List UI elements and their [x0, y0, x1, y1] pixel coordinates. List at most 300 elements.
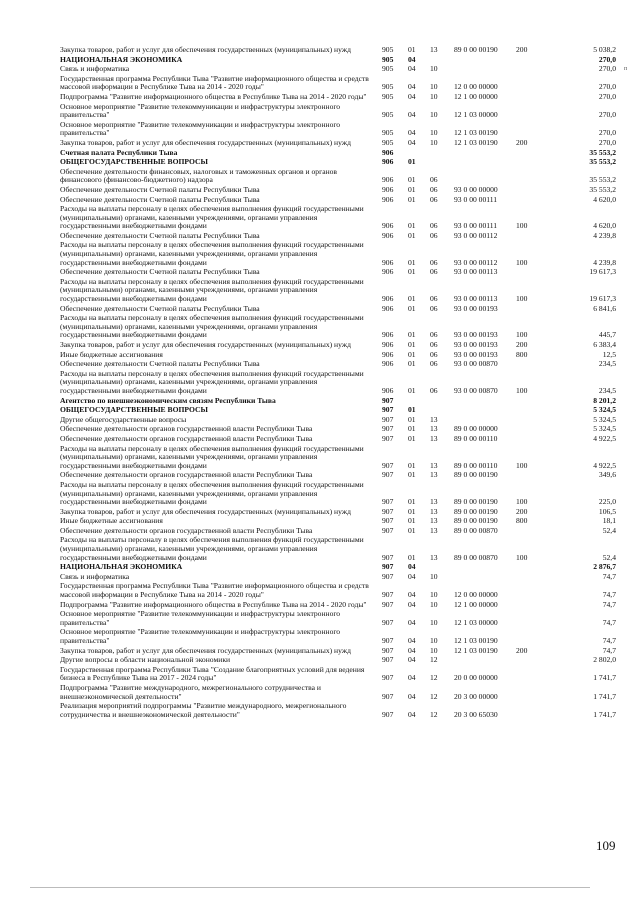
ministry-code: 907 [382, 395, 394, 405]
budget-table [60, 46, 616, 719]
amount: 106,5 [598, 506, 616, 516]
table-row [60, 445, 616, 471]
target-article-code: 20 0 00 00000 [454, 673, 498, 683]
table-row [60, 666, 616, 683]
expense-type-code: 100 [516, 385, 528, 395]
section-code: 01 [408, 303, 416, 313]
section-code: 01 [408, 497, 416, 507]
amount: 35 553,2 [589, 157, 616, 167]
amount: 2 876,7 [593, 562, 616, 572]
row-description: Расходы на выплаты персоналу в целях обеспечения выполнения функций государственными (муниципальными) органами, казенными учреждениями, органами управления государственными внебюджетными фондами [60, 240, 364, 267]
amount: 5 324,5 [593, 405, 616, 415]
amount: 4 620,0 [593, 221, 616, 231]
amount: 74,7 [602, 617, 616, 627]
section-code: 01 [408, 414, 416, 424]
table-row [60, 563, 616, 572]
table-row [60, 527, 616, 536]
table-row [60, 370, 616, 396]
table-row [60, 416, 616, 425]
amount: 4 239,8 [593, 257, 616, 267]
row-description: Основное мероприятие "Развитие телекоммуникации и инфраструктуры электронного правительства" [60, 609, 341, 627]
row-description: НАЦИОНАЛЬНАЯ ЭКОНОМИКА [60, 54, 183, 64]
ministry-code: 905 [382, 128, 394, 138]
ministry-code: 907 [382, 414, 394, 424]
ministry-code: 907 [382, 424, 394, 434]
row-description: Счетная палата Республики Тыва [60, 147, 178, 157]
section-code: 04 [408, 54, 416, 64]
section-code: 01 [408, 349, 416, 359]
table-row [60, 508, 616, 517]
subsection-code: 13 [430, 424, 438, 434]
ministry-code: 907 [382, 516, 394, 526]
row-description: Иные бюджетные ассигнования [60, 516, 163, 526]
table-row [60, 121, 616, 138]
table-row [60, 702, 616, 719]
section-code: 01 [408, 221, 416, 231]
table-row [60, 647, 616, 656]
target-article-code: 93 0 00 00113 [454, 267, 498, 277]
amount: 35 553,2 [589, 175, 616, 185]
edge-mark: п [624, 66, 628, 72]
ministry-code: 906 [382, 157, 394, 167]
amount: 19 617,3 [589, 294, 616, 304]
table-row [60, 268, 616, 277]
target-article-code: 93 0 00 00111 [454, 221, 498, 231]
table-row [60, 610, 616, 627]
section-code: 04 [408, 617, 416, 627]
section-code: 04 [408, 128, 416, 138]
section-code: 04 [408, 636, 416, 645]
ministry-code: 906 [382, 147, 394, 157]
subsection-code: 06 [430, 294, 438, 304]
target-article-code: 20 3 00 00000 [454, 691, 498, 701]
target-article-code: 12 0 00 00000 [454, 82, 498, 92]
section-code: 04 [408, 137, 416, 147]
ministry-code: 906 [382, 257, 394, 267]
table-row [60, 656, 616, 665]
amount: 19 617,3 [589, 267, 616, 277]
ministry-code: 906 [382, 194, 394, 204]
amount: 349,6 [598, 470, 616, 480]
section-code: 01 [408, 460, 416, 470]
table-row [60, 341, 616, 350]
target-article-code: 12 1 03 00000 [454, 110, 498, 120]
subsection-code: 10 [430, 645, 438, 655]
row-description: Расходы на выплаты персоналу в целях обеспечения выполнения функций государственными (муниципальными) органами, казенными учреждениями, органами управления государственными внебюджетными фондами [60, 479, 364, 507]
subsection-code: 10 [430, 64, 438, 74]
target-article-code: 89 0 00 00190 [454, 516, 498, 526]
table-row [60, 425, 616, 434]
section-code: 01 [408, 330, 416, 340]
amount: 74,7 [602, 599, 616, 609]
amount: 225,0 [598, 497, 616, 507]
table-row [60, 573, 616, 582]
subsection-code: 06 [430, 267, 438, 277]
subsection-code: 10 [430, 590, 438, 600]
table-row [60, 75, 616, 92]
expense-type-code: 100 [516, 257, 528, 267]
amount: 270,0 [598, 54, 616, 64]
subsection-code: 06 [430, 340, 438, 349]
target-article-code: 93 0 00 00193 [454, 340, 498, 349]
target-article-code: 89 0 00 00870 [454, 552, 498, 562]
row-description: Связь и информатика [60, 64, 130, 74]
table-row [60, 406, 616, 415]
expense-type-code: 200 [516, 137, 528, 147]
amount: 270,0 [598, 110, 616, 120]
target-article-code: 93 0 00 00193 [454, 303, 498, 313]
amount: 5 324,5 [593, 414, 616, 424]
amount: 6 841,6 [593, 303, 616, 313]
amount: 74,7 [602, 636, 616, 645]
ministry-code: 907 [382, 552, 394, 562]
row-description: Другие общегосударственные вопросы [60, 414, 187, 424]
table-row [60, 481, 616, 507]
expense-type-code: 200 [516, 45, 528, 54]
row-description: Подпрограмма "Развитие информационного общества в Республике Тыва на 2014 - 2020 годы" [60, 91, 367, 101]
row-description: Расходы на выплаты персоналу в целях обеспечения выполнения функций государственными (муниципальными) органами, казенными учреждениями, органами управления государственными внебюджетными фондами [60, 313, 364, 340]
row-description: Связь и информатика [60, 571, 130, 581]
table-row [60, 305, 616, 314]
subsection-code: 10 [430, 571, 438, 581]
section-code: 01 [408, 359, 416, 369]
page-number: 109 [596, 838, 616, 853]
section-code: 01 [408, 157, 416, 167]
subsection-code: 06 [430, 257, 438, 267]
ministry-code: 906 [382, 340, 394, 349]
amount: 35 553,2 [589, 147, 616, 157]
amount: 52,4 [602, 525, 616, 535]
ministry-code: 907 [382, 506, 394, 516]
table-row [60, 158, 616, 167]
section-code: 04 [408, 110, 416, 120]
section-code: 01 [408, 294, 416, 304]
section-code: 04 [408, 709, 416, 719]
target-article-code: 89 0 00 00110 [454, 460, 498, 470]
target-article-code: 93 0 00 00112 [454, 257, 498, 267]
table-row [60, 232, 616, 241]
expense-type-code: 100 [516, 497, 528, 507]
target-article-code: 12 1 00 00000 [454, 91, 498, 101]
amount: 74,7 [602, 571, 616, 581]
target-article-code: 89 0 00 00190 [454, 470, 498, 480]
table-row [60, 684, 616, 701]
subsection-code: 12 [430, 655, 438, 665]
ministry-code: 906 [382, 385, 394, 395]
table-row [60, 241, 616, 267]
amount: 270,0 [598, 128, 616, 138]
row-description: Обеспечение деятельности Счетной палаты Республики Тыва [60, 267, 260, 277]
section-code: 04 [408, 64, 416, 74]
target-article-code: 93 0 00 00870 [454, 359, 498, 369]
amount: 52,4 [602, 552, 616, 562]
table-row [60, 351, 616, 360]
amount: 1 741,7 [593, 709, 616, 719]
ministry-code: 905 [382, 82, 394, 92]
expense-type-code: 100 [516, 330, 528, 340]
row-description: Закупка товаров, работ и услуг для обеспечения государственных (муниципальных) нужд [60, 506, 351, 516]
subsection-code: 13 [430, 460, 438, 470]
subsection-code: 12 [430, 691, 438, 701]
subsection-code: 13 [430, 497, 438, 507]
table-row [60, 56, 616, 65]
section-code: 04 [408, 645, 416, 655]
target-article-code: 93 0 00 00113 [454, 294, 498, 304]
subsection-code: 06 [430, 349, 438, 359]
ministry-code: 907 [382, 433, 394, 443]
row-description: Подпрограмма "Развитие информационного общества в Республике Тыва на 2014 - 2020 годы" [60, 599, 367, 609]
expense-type-code: 200 [516, 340, 528, 349]
row-description: Обеспечение деятельности Счетной палаты Республики Тыва [60, 359, 260, 369]
row-description: Расходы на выплаты персоналу в целях обеспечения выполнения функций государственными (муниципальными) органами, казенными учреждениями, органами управления государственными внебюджетными фондами [60, 204, 364, 231]
subsection-code: 13 [430, 414, 438, 424]
amount: 8 201,2 [593, 395, 616, 405]
table-row [60, 103, 616, 120]
expense-type-code: 100 [516, 294, 528, 304]
row-description: Обеспечение деятельности Счетной палаты Республики Тыва [60, 194, 260, 204]
ministry-code: 907 [382, 497, 394, 507]
expense-type-code: 100 [516, 221, 528, 231]
section-code: 01 [408, 424, 416, 434]
ministry-code: 905 [382, 45, 394, 54]
ministry-code: 906 [382, 175, 394, 185]
ministry-code: 906 [382, 230, 394, 240]
target-article-code: 93 0 00 00112 [454, 230, 498, 240]
ministry-code: 905 [382, 91, 394, 101]
table-row [60, 435, 616, 444]
footer-divider [30, 887, 590, 888]
target-article-code: 89 0 00 00190 [454, 506, 498, 516]
table-row [60, 205, 616, 231]
row-description: Закупка товаров, работ и услуг для обеспечения государственных (муниципальных) нужд [60, 340, 351, 349]
amount: 35 553,2 [589, 184, 616, 194]
subsection-code: 06 [430, 184, 438, 194]
row-description: Агентство по внешнеэкономическим связям Республики Тыва [60, 395, 276, 405]
ministry-code: 907 [382, 599, 394, 609]
target-article-code: 89 0 00 00190 [454, 45, 498, 54]
ministry-code: 907 [382, 571, 394, 581]
row-description: Расходы на выплаты персоналу в целях обеспечения выполнения функций государственными (муниципальными) органами, казенными учреждениями, органами управления государственными внебюджетными фондами [60, 535, 364, 562]
table-row [60, 628, 616, 645]
table-row [60, 196, 616, 205]
subsection-code: 06 [430, 221, 438, 231]
section-code: 04 [408, 599, 416, 609]
row-description: ОБЩЕГОСУДАРСТВЕННЫЕ ВОПРОСЫ [60, 157, 208, 167]
section-code: 01 [408, 257, 416, 267]
ministry-code: 905 [382, 110, 394, 120]
subsection-code: 10 [430, 110, 438, 120]
row-description: Государственная программа Республики Тыва "Развитие информационного общества и средств массовой информации в Республике Тыва на 2014 - 2020 годы" [60, 581, 369, 600]
ministry-code: 907 [382, 691, 394, 701]
row-description: Основное мероприятие "Развитие телекоммуникации и инфраструктуры электронного правительства" [60, 627, 341, 645]
section-code: 04 [408, 91, 416, 101]
target-article-code: 93 0 00 00193 [454, 330, 498, 340]
amount: 1 741,7 [593, 691, 616, 701]
ministry-code: 907 [382, 562, 394, 572]
subsection-code: 10 [430, 128, 438, 138]
row-description: Расходы на выплаты персоналу в целях обеспечения выполнения функций государственными (муниципальными) органами, казенными учреждениями, органами управления государственными внебюджетными фондами [60, 443, 364, 470]
section-code: 01 [408, 340, 416, 349]
section-code: 01 [408, 45, 416, 54]
section-code: 01 [408, 506, 416, 516]
row-description: Иные бюджетные ассигнования [60, 349, 163, 359]
section-code: 04 [408, 655, 416, 665]
amount: 12,5 [602, 349, 616, 359]
ministry-code: 906 [382, 294, 394, 304]
row-description: Обеспечение деятельности органов государственной власти Республики Тыва [60, 525, 313, 535]
section-code: 01 [408, 470, 416, 480]
amount: 4 922,5 [593, 433, 616, 443]
amount: 5 038,2 [593, 45, 616, 54]
target-article-code: 93 0 00 00193 [454, 349, 498, 359]
section-code: 01 [408, 184, 416, 194]
subsection-code: 10 [430, 617, 438, 627]
row-description: Закупка товаров, работ и услуг для обеспечения государственных (муниципальных) нужд [60, 645, 351, 655]
target-article-code: 12 1 00 00000 [454, 599, 498, 609]
amount: 4 922,5 [593, 460, 616, 470]
amount: 74,7 [602, 590, 616, 600]
section-code: 04 [408, 590, 416, 600]
target-article-code: 12 1 03 00190 [454, 645, 498, 655]
row-description: Основное мероприятие "Развитие телекоммуникации и инфраструктуры электронного правительства" [60, 119, 341, 138]
ministry-code: 907 [382, 470, 394, 480]
row-description: Расходы на выплаты персоналу в целях обеспечения выполнения функций государственными (муниципальными) органами, казенными учреждениями, органами управления государственными внебюджетными фондами [60, 368, 364, 395]
table-row [60, 65, 616, 74]
table-row [60, 397, 616, 406]
section-code: 01 [408, 525, 416, 535]
ministry-code: 906 [382, 349, 394, 359]
section-code: 01 [408, 267, 416, 277]
expense-type-code: 800 [516, 516, 528, 526]
amount: 1 741,7 [593, 673, 616, 683]
row-description: ОБЩЕГОСУДАРСТВЕННЫЕ ВОПРОСЫ [60, 405, 208, 415]
table-row [60, 278, 616, 304]
subsection-code: 13 [430, 433, 438, 443]
target-article-code: 12 1 03 00190 [454, 137, 498, 147]
ministry-code: 907 [382, 636, 394, 645]
row-description: Подпрограмма "Развитие международного, межрегионального сотрудничества и внешнеэкономической деятельности" [60, 682, 321, 701]
table-row [60, 186, 616, 195]
amount: 74,7 [602, 645, 616, 655]
ministry-code: 907 [382, 405, 394, 415]
table-row [60, 46, 616, 55]
section-code: 01 [408, 175, 416, 185]
expense-type-code: 200 [516, 506, 528, 516]
amount: 234,5 [598, 359, 616, 369]
ministry-code: 905 [382, 54, 394, 64]
row-description: Обеспечение деятельности органов государственной власти Республики Тыва [60, 433, 313, 443]
section-code: 01 [408, 516, 416, 526]
row-description: Реализация мероприятий подпрограммы "Развитие международного, межрегионального сотрудничества и внешнеэкономической деятельности" [60, 701, 347, 719]
ministry-code: 907 [382, 525, 394, 535]
amount: 4 239,8 [593, 230, 616, 240]
row-description: Обеспечение деятельности Счетной палаты Республики Тыва [60, 184, 260, 194]
row-description: Обеспечение деятельности Счетной палаты Республики Тыва [60, 303, 260, 313]
amount: 270,0 [598, 82, 616, 92]
amount: 2 802,0 [593, 655, 616, 665]
subsection-code: 13 [430, 552, 438, 562]
target-article-code: 89 0 00 00110 [454, 433, 498, 443]
ministry-code: 905 [382, 137, 394, 147]
expense-type-code: 100 [516, 460, 528, 470]
expense-type-code: 100 [516, 552, 528, 562]
target-article-code: 12 0 00 00000 [454, 590, 498, 600]
target-article-code: 89 0 00 00870 [454, 525, 498, 535]
table-row [60, 139, 616, 148]
subsection-code: 10 [430, 636, 438, 645]
expense-type-code: 200 [516, 645, 528, 655]
section-code: 04 [408, 673, 416, 683]
table-row [60, 168, 616, 185]
amount: 6 383,4 [593, 340, 616, 349]
table-row [60, 149, 616, 158]
subsection-code: 06 [430, 385, 438, 395]
amount: 270,0 [598, 64, 616, 74]
ministry-code: 907 [382, 709, 394, 719]
target-article-code: 12 1 03 00190 [454, 636, 498, 645]
table-row [60, 314, 616, 340]
section-code: 01 [408, 230, 416, 240]
ministry-code: 906 [382, 221, 394, 231]
ministry-code: 906 [382, 303, 394, 313]
target-article-code: 93 0 00 00870 [454, 385, 498, 395]
ministry-code: 905 [382, 64, 394, 74]
subsection-code: 06 [430, 359, 438, 369]
subsection-code: 10 [430, 599, 438, 609]
expense-type-code: 800 [516, 349, 528, 359]
target-article-code: 20 3 00 65030 [454, 709, 498, 719]
table-row [60, 582, 616, 599]
section-code: 01 [408, 433, 416, 443]
subsection-code: 13 [430, 470, 438, 480]
table-row [60, 517, 616, 526]
amount: 18,1 [602, 516, 616, 526]
section-code: 04 [408, 571, 416, 581]
amount: 445,7 [598, 330, 616, 340]
row-description: Обеспечение деятельности финансовых, налоговых и таможенных органов и органов финансового (финансово-бюджетного) надзора [60, 166, 338, 185]
row-description: Государственная программа Республики Тыва "Развитие информационного общества и средств массовой информации в Республике Тыва на 2014 - 2020 годы" [60, 73, 369, 92]
row-description: Основное мероприятие "Развитие телекоммуникации и инфраструктуры электронного правительства" [60, 101, 341, 120]
target-article-code: 93 0 00 00000 [454, 184, 498, 194]
target-article-code: 12 1 03 00190 [454, 128, 498, 138]
table-row [60, 360, 616, 369]
ministry-code: 907 [382, 460, 394, 470]
row-description: НАЦИОНАЛЬНАЯ ЭКОНОМИКА [60, 562, 183, 572]
subsection-code: 06 [430, 230, 438, 240]
amount: 270,0 [598, 137, 616, 147]
target-article-code: 89 0 00 00190 [454, 497, 498, 507]
amount: 234,5 [598, 385, 616, 395]
subsection-code: 13 [430, 45, 438, 54]
table-row [60, 536, 616, 562]
subsection-code: 06 [430, 330, 438, 340]
amount: 4 620,0 [593, 194, 616, 204]
subsection-code: 10 [430, 82, 438, 92]
row-description: Закупка товаров, работ и услуг для обеспечения государственных (муниципальных) нужд [60, 45, 351, 54]
amount: 5 324,5 [593, 424, 616, 434]
row-description: Закупка товаров, работ и услуг для обеспечения государственных (муниципальных) нужд [60, 137, 351, 147]
section-code: 01 [408, 194, 416, 204]
table-row [60, 93, 616, 102]
table-row [60, 601, 616, 610]
ministry-code: 907 [382, 655, 394, 665]
ministry-code: 906 [382, 184, 394, 194]
row-description: Обеспечение деятельности Счетной палаты Республики Тыва [60, 230, 260, 240]
ministry-code: 907 [382, 617, 394, 627]
subsection-code: 13 [430, 506, 438, 516]
row-description: Другие вопросы в области национальной экономики [60, 655, 231, 665]
section-code: 01 [408, 405, 416, 415]
